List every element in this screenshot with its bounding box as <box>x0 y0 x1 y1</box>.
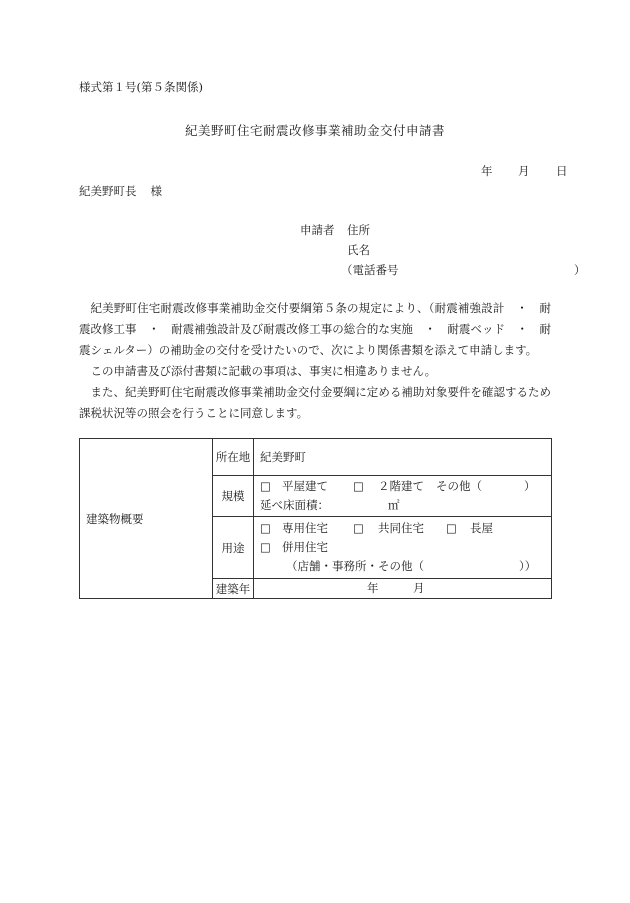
applicant-phone-label: （電話番号 <box>341 263 399 277</box>
construction-year-field[interactable] <box>254 579 552 599</box>
other-close-paren: ） <box>524 479 536 493</box>
document-title: 紀美野町住宅耐震改修事業補助金交付申請書 <box>184 123 445 138</box>
scale-label: 規模 <box>213 476 254 517</box>
construction-year-unit: 年 <box>367 581 379 595</box>
addressee-name: 紀美野町長 <box>79 184 137 198</box>
form-number: 様式第１号(第５条関係) <box>79 80 203 94</box>
row-house-label: 長屋 <box>470 521 493 535</box>
applicant-name-label: 氏名 <box>347 243 370 257</box>
date-month-label: 月 <box>518 164 530 178</box>
construction-month-unit: 月 <box>413 581 425 595</box>
scale-field <box>254 476 552 517</box>
combined-housing-label: 併用住宅 <box>282 540 328 554</box>
option-seismic-shelter: 耐震シェルター <box>79 322 552 357</box>
date-day-label: 日 <box>556 164 568 178</box>
floor-area-unit: ㎡ <box>388 498 400 512</box>
application-statement <box>79 298 551 424</box>
checkbox-row-house[interactable]: □ <box>446 521 457 535</box>
location-value[interactable]: 紀美野町 <box>254 439 552 476</box>
checkbox-single-story[interactable]: □ <box>260 479 271 493</box>
building-overview-table <box>79 438 552 599</box>
construction-year-label: 建築年 <box>213 579 254 599</box>
addressee-honorific: 様 <box>150 184 162 198</box>
option-seismic-design: 耐震補強設計 <box>434 301 505 315</box>
two-story-label: ２階建て <box>378 479 424 493</box>
applicant-label: 申請者 <box>300 223 335 237</box>
addressee <box>79 183 162 199</box>
use-field <box>254 517 552 579</box>
statement-paragraph-3: また、紀美野町住宅耐震改修事業補助金交付金要綱に定める補助対象要件を確認するため課税状況等の照会を行うことに同意します。 <box>79 385 551 420</box>
option-seismic-retrofit: 耐震改修工事 <box>79 301 552 336</box>
option-design-and-retrofit: 耐震補強設計及び耐震改修工事の総合的な実施 <box>171 322 413 336</box>
checkbox-combined-housing[interactable]: □ <box>260 540 271 554</box>
use-label: 用途 <box>213 517 254 579</box>
option-seismic-bed: 耐震ベッド <box>447 322 505 336</box>
other-label: その他（ <box>436 479 482 493</box>
checkbox-two-story[interactable]: □ <box>353 479 364 493</box>
checkbox-shared-housing[interactable]: □ <box>353 521 364 535</box>
applicant-address-label: 住所 <box>347 223 370 237</box>
single-story-label: 平屋建て <box>282 479 328 493</box>
date-year-label: 年 <box>481 164 493 178</box>
building-overview-label: 建築物概要 <box>80 439 213 599</box>
statement-paragraph-2: この申請書及び添付書類に記載の事項は、事実に相違ありません。 <box>90 364 437 378</box>
combined-use-close: ）） <box>519 559 537 573</box>
applicant-phone-close: ） <box>574 263 586 277</box>
floor-area-label: 延べ床面積： <box>260 498 329 512</box>
combined-use-detail: （店舗・事務所・その他（ <box>286 559 424 573</box>
statement-paragraph-1: 紀美野町住宅耐震改修事業補助金交付要綱第５条の規定により、（耐震補強設計 ・ 耐震改修工事 ・ 耐震補強設計及び耐震改修工事の総合的な実施 ・ 耐震ベッド ・ 耐震シェルター）の補助金の交付を受けたいので、次により関係書類を添えて申請します。 <box>79 301 552 357</box>
shared-housing-label: 共同住宅 <box>378 521 424 535</box>
dedicated-housing-label: 専用住宅 <box>282 521 328 535</box>
checkbox-dedicated-housing[interactable]: □ <box>260 521 271 535</box>
location-label: 所在地 <box>213 439 254 476</box>
